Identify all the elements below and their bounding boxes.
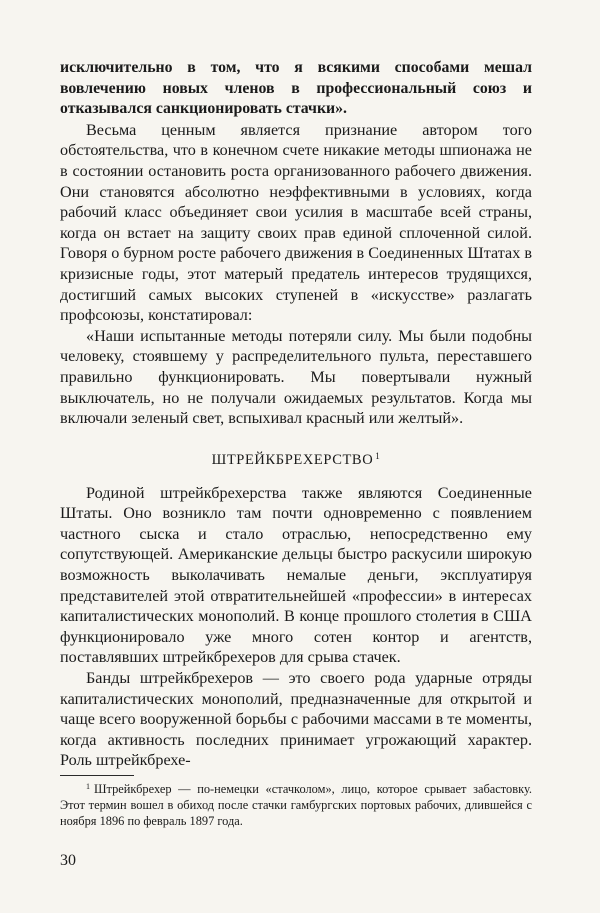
section-heading-text: ШТРЕЙКБРЕХЕРСТВО bbox=[211, 451, 374, 468]
paragraph-origin: Родиной штрейкбрехерства также являются Соединенные Штаты. Оно возникло там почти одновременно с появлением частного сыска и стало отраслью, непосредственно ему сопутствующей. Американские дельцы быстро раскусили широкую возможность выколачивать немалые деньги, эксплуатируя представителей этой отвратительнейшей «профессии» в интересах капиталистических монополий. В конце прошлого столетия в США функционировало уже много сотен контор и агентств, поставлявших штрейкбрехеров для срыва стачек. bbox=[60, 483, 532, 667]
paragraph-continuation: исключительно в том, что я всякими способами мешал вовлечению новых членов в профессиональный союз и отказывался санкционировать стачки». bbox=[60, 59, 532, 118]
paragraph-gangs: Банды штрейкбрехеров — это своего рода ударные отряды капиталистических монополий, предназначенные для открытой и чаще всего вооруженной борьбы с рабочими массами в те моменты, когда активность последних принимает угрожающий характер. Роль штрейкбрехе- bbox=[60, 669, 532, 770]
page-number: 30 bbox=[60, 851, 76, 869]
footnote-text: Штрейкбрехер — по-немецки «стачколом», лицо, которое срывает забастовку. Этот термин вошел в обиход после стачки гамбургских портовых рабочих, длившейся с ноября 1896 по февраль 1897 года. bbox=[60, 782, 532, 829]
footnote bbox=[60, 779, 532, 830]
footnote-mark: 1 bbox=[86, 782, 90, 791]
heading-footnote-mark: 1 bbox=[375, 450, 381, 461]
paragraph-quote: «Наши испытанные методы потеряли силу. Мы были подобны человеку, стоявшему у распределительного пульта, переставшего правильно функционировать. Мы повертывали нужный выключатель, но не получали ожидаемых результатов. Когда мы включали зеленый свет, вспыхивал красный или желтый». bbox=[60, 326, 532, 428]
paragraph-espionage-ineffective: Весьма ценным является признание автором того обстоятельства, что в конечном счете никакие методы шпионажа не в состоянии остановить роста организованного рабочего движения. Они становятся абсолютно неэффективными в условиях, когда рабочий класс объединяет свои усилия в масштабе всей страны, когда он встает на защиту своих прав единой сплоченной силой. Говоря о бурном росте рабочего движения в Соединенных Штатах в кризисные годы, этот матерый предатель интересов трудящихся, достигший самых высоких ступеней в «искусстве» разлагать профсоюзы, констатировал: bbox=[60, 120, 532, 325]
section-heading bbox=[60, 451, 532, 469]
footnote-divider bbox=[60, 775, 134, 776]
